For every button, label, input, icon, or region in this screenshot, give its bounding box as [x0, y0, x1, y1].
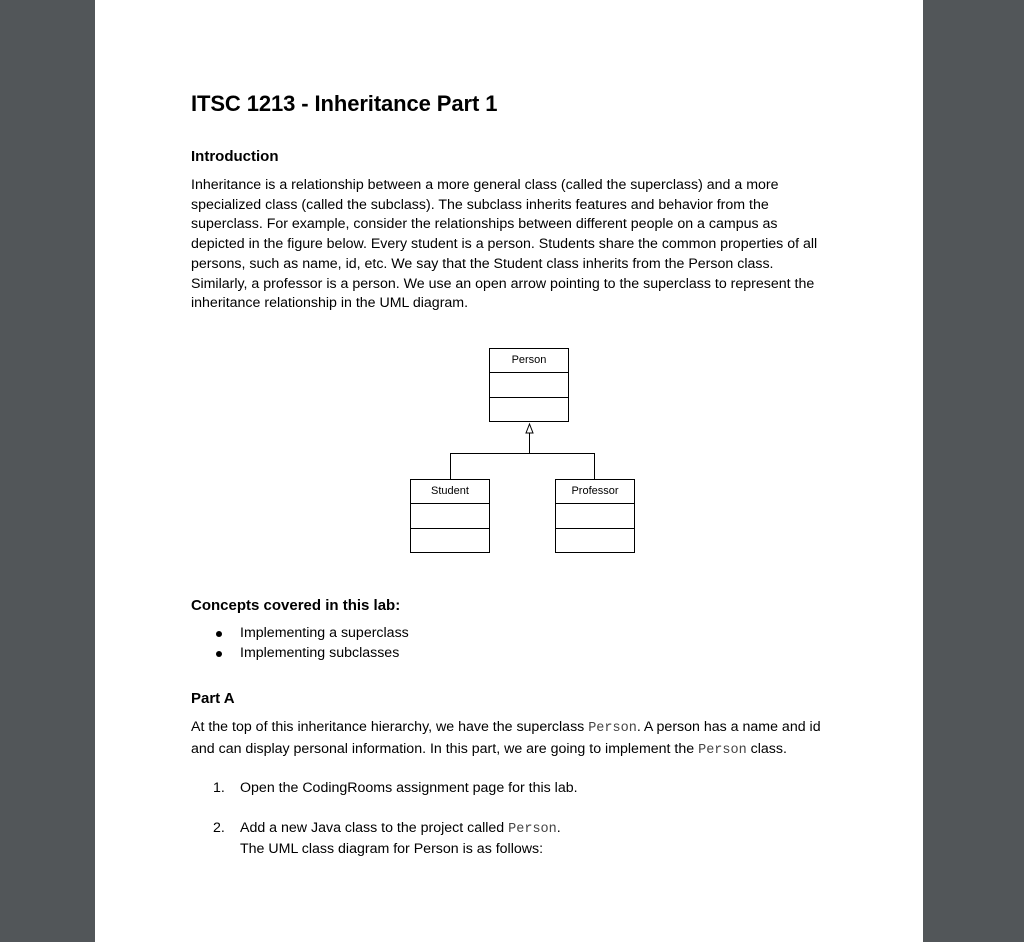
- step-text: Open the CodingRooms assignment page for this lab.: [240, 780, 578, 796]
- part-a-text: At the top of this inheritance hierarchy, we have the superclass: [191, 719, 589, 735]
- part-a-paragraph: [191, 717, 831, 761]
- document-page: [95, 0, 923, 942]
- open-arrow-head: [526, 424, 533, 433]
- list-item: [213, 644, 409, 664]
- bullet-icon: [216, 631, 222, 637]
- inline-code-person: Person: [588, 721, 637, 736]
- step-text-part: Add a new Java class to the project called: [240, 820, 509, 836]
- step-number: 1.: [213, 780, 225, 796]
- person-class-label: Person: [511, 354, 547, 366]
- step-text: [240, 818, 561, 840]
- page-title: ITSC 1213 - Inheritance Part 1: [191, 91, 498, 116]
- concept-label: Implementing a superclass: [240, 625, 409, 641]
- list-item: [213, 624, 409, 644]
- concepts-list: [213, 624, 409, 663]
- part-a-heading: Part A: [191, 690, 235, 707]
- uml-inheritance-diagram: [95, 0, 923, 600]
- introduction-heading: Introduction: [191, 148, 279, 165]
- step-number: 2.: [213, 820, 225, 836]
- student-class-label: Student: [431, 485, 469, 497]
- concepts-heading: Concepts covered in this lab:: [191, 597, 401, 614]
- part-a-text: . A person has a name and id and can display personal information. In this part, we are going to implement the: [191, 719, 821, 757]
- inline-code-person: Person: [508, 822, 557, 837]
- introduction-paragraph: Inheritance is a relationship between a more general class (called the superclass) and a more specialized class (called the subclass). The subclass inherits features and behavior from the superclass. For example, consider the relationships between different people on a campus as depicted in the figure below. Every student is a person. Students share the common properties of all persons, such as name, id, etc. We say that the Student class inherits from the Person class. Similarly, a professor is a person. We use an open arrow pointing to the superclass to represent the inheritance relationship in the UML diagram.: [191, 177, 818, 312]
- step-text-line2: The UML class diagram for Person is as follows:: [240, 841, 544, 857]
- professor-class-label: Professor: [571, 485, 619, 497]
- bullet-icon: [216, 651, 222, 657]
- concept-label: Implementing subclasses: [240, 644, 400, 661]
- subclass-connector: [451, 454, 595, 480]
- inline-code-person: Person: [698, 743, 747, 758]
- part-a-text: class.: [746, 741, 787, 757]
- step-text-part: .: [556, 820, 561, 836]
